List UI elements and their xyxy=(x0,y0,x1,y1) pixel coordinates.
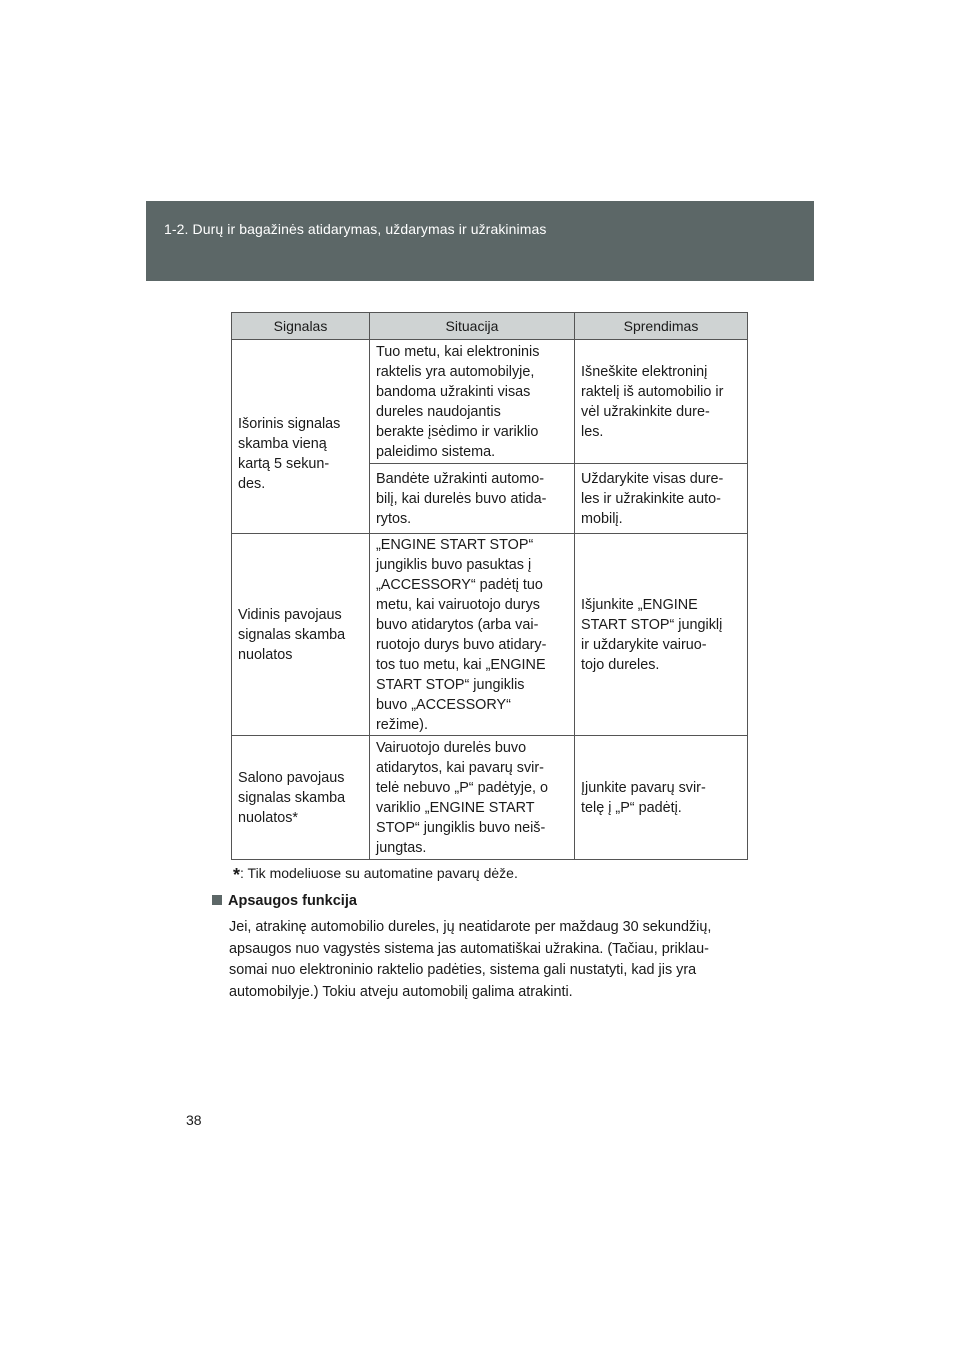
cell-line: režime). xyxy=(376,716,428,733)
paragraph-line: apsaugos nuo vagystės sistema jas automatiškai užrakina. (Tačiau, priklau- xyxy=(229,940,709,957)
signal-cell xyxy=(232,340,370,534)
cell-line: rytos. xyxy=(376,510,412,527)
cell-line: kartą 5 sekun- xyxy=(238,455,330,472)
page-number: 38 xyxy=(186,1112,202,1128)
cell-line: Išneškite elektroninį xyxy=(581,363,708,380)
cell-line: Vidinis pavojaus xyxy=(238,606,342,623)
cell-line: „ACCESSORY“ padėtį tuo xyxy=(376,576,543,593)
cell-line: tojo dureles. xyxy=(581,656,660,673)
cell-line: jungtas. xyxy=(376,839,427,856)
cell-line: mobilį. xyxy=(581,510,623,527)
cell-line: telė nebuvo „P“ padėtyje, o xyxy=(376,779,548,796)
table-row xyxy=(232,340,748,464)
cell-line: START STOP“ jungiklį xyxy=(581,616,723,633)
cell-line: variklio „ENGINE START xyxy=(376,799,535,816)
signal-cell xyxy=(232,534,370,736)
cell-line: raktelis yra automobilyje, xyxy=(376,363,535,380)
cell-line: buvo atidarytos (arba vai- xyxy=(376,616,539,633)
column-header-solution: Sprendimas xyxy=(575,313,748,340)
square-bullet-icon xyxy=(212,895,222,905)
footnote-text: : Tik modeliuose su automatine pavarų dėže. xyxy=(240,865,518,881)
cell-line: raktelį iš automobilio ir xyxy=(581,383,724,400)
cell-line: ir uždarykite vairuo- xyxy=(581,636,707,653)
situation-cell xyxy=(370,736,575,860)
cell-line: nuolatos xyxy=(238,646,293,663)
cell-line: jungiklis buvo pasuktas į xyxy=(376,556,532,573)
cell-line: les ir užrakinkite auto- xyxy=(581,490,721,507)
cell-line: START STOP“ jungiklis xyxy=(376,676,525,693)
cell-line: Salono pavojaus xyxy=(238,769,345,786)
cell-line: Išorinis signalas xyxy=(238,415,341,432)
solution-cell xyxy=(575,736,748,860)
paragraph-line: Jei, atrakinę automobilio dureles, jų neatidarote per maždaug 30 sekundžių, xyxy=(229,919,712,935)
cell-line: „ENGINE START STOP“ xyxy=(376,536,534,553)
cell-line: les. xyxy=(581,423,604,440)
situation-cell xyxy=(370,464,575,534)
cell-line: Bandėte užrakinti automo- xyxy=(376,470,544,487)
cell-line: des. xyxy=(238,475,266,492)
cell-line: tos tuo metu, kai „ENGINE xyxy=(376,656,546,673)
situation-cell xyxy=(370,340,575,464)
cell-line: telę į „P“ padėtį. xyxy=(581,799,682,816)
cell-line: Įjunkite pavarų svir- xyxy=(581,779,706,796)
table-footnote xyxy=(233,865,518,886)
section-title: Apsaugos funkcija xyxy=(228,893,357,909)
paragraph-line: automobilyje.) Tokiu atveju automobilį galima atrakinti. xyxy=(229,983,573,1000)
cell-line: berakte įsėdimo ir variklio xyxy=(376,423,539,440)
cell-line: atidarytos, kai pavarų svir- xyxy=(376,759,544,776)
cell-line: signalas skamba xyxy=(238,789,346,806)
section-heading xyxy=(212,893,357,909)
cell-line: ruotojo durys buvo atidary- xyxy=(376,636,547,653)
chapter-title: 1-2. Durų ir bagažinės atidarymas, uždarymas ir užrakinimas xyxy=(164,221,547,237)
cell-line: skamba vieną xyxy=(238,435,327,452)
cell-line: STOP“ jungiklis buvo neiš- xyxy=(376,819,546,836)
cell-line: Uždarykite visas dure- xyxy=(581,470,724,487)
signal-cell xyxy=(232,736,370,860)
cell-line: Tuo metu, kai elektroninis xyxy=(376,343,540,360)
table-row xyxy=(232,736,748,860)
column-header-signal: Signalas xyxy=(232,313,370,340)
asterisk-mark: * xyxy=(233,865,241,885)
section-paragraph xyxy=(229,917,748,1003)
cell-line: Išjunkite „ENGINE xyxy=(581,596,698,613)
solution-cell xyxy=(575,340,748,464)
table-header-row xyxy=(232,313,748,340)
cell-line: metu, kai vairuotojo durys xyxy=(376,596,540,613)
column-header-situation: Situacija xyxy=(370,313,575,340)
cell-line: bandoma užrakinti visas xyxy=(376,383,531,400)
table-row xyxy=(232,534,748,736)
cell-line: buvo „ACCESSORY“ xyxy=(376,696,511,713)
cell-line: nuolatos* xyxy=(238,809,299,826)
chapter-header-band xyxy=(146,201,814,281)
solution-cell xyxy=(575,464,748,534)
cell-line: signalas skamba xyxy=(238,626,346,643)
signal-table xyxy=(231,312,748,860)
cell-line: paleidimo sistema. xyxy=(376,443,496,460)
cell-line: dureles naudojantis xyxy=(376,403,501,420)
cell-line: bilį, kai durelės buvo atida- xyxy=(376,490,547,507)
situation-cell xyxy=(370,534,575,736)
cell-line: Vairuotojo durelės buvo xyxy=(376,739,527,756)
solution-cell xyxy=(575,534,748,736)
cell-line: vėl užrakinkite dure- xyxy=(581,403,710,420)
paragraph-line: somai nuo elektroninio raktelio padėties, sistema gali nustatyti, kad jis yra xyxy=(229,962,697,978)
